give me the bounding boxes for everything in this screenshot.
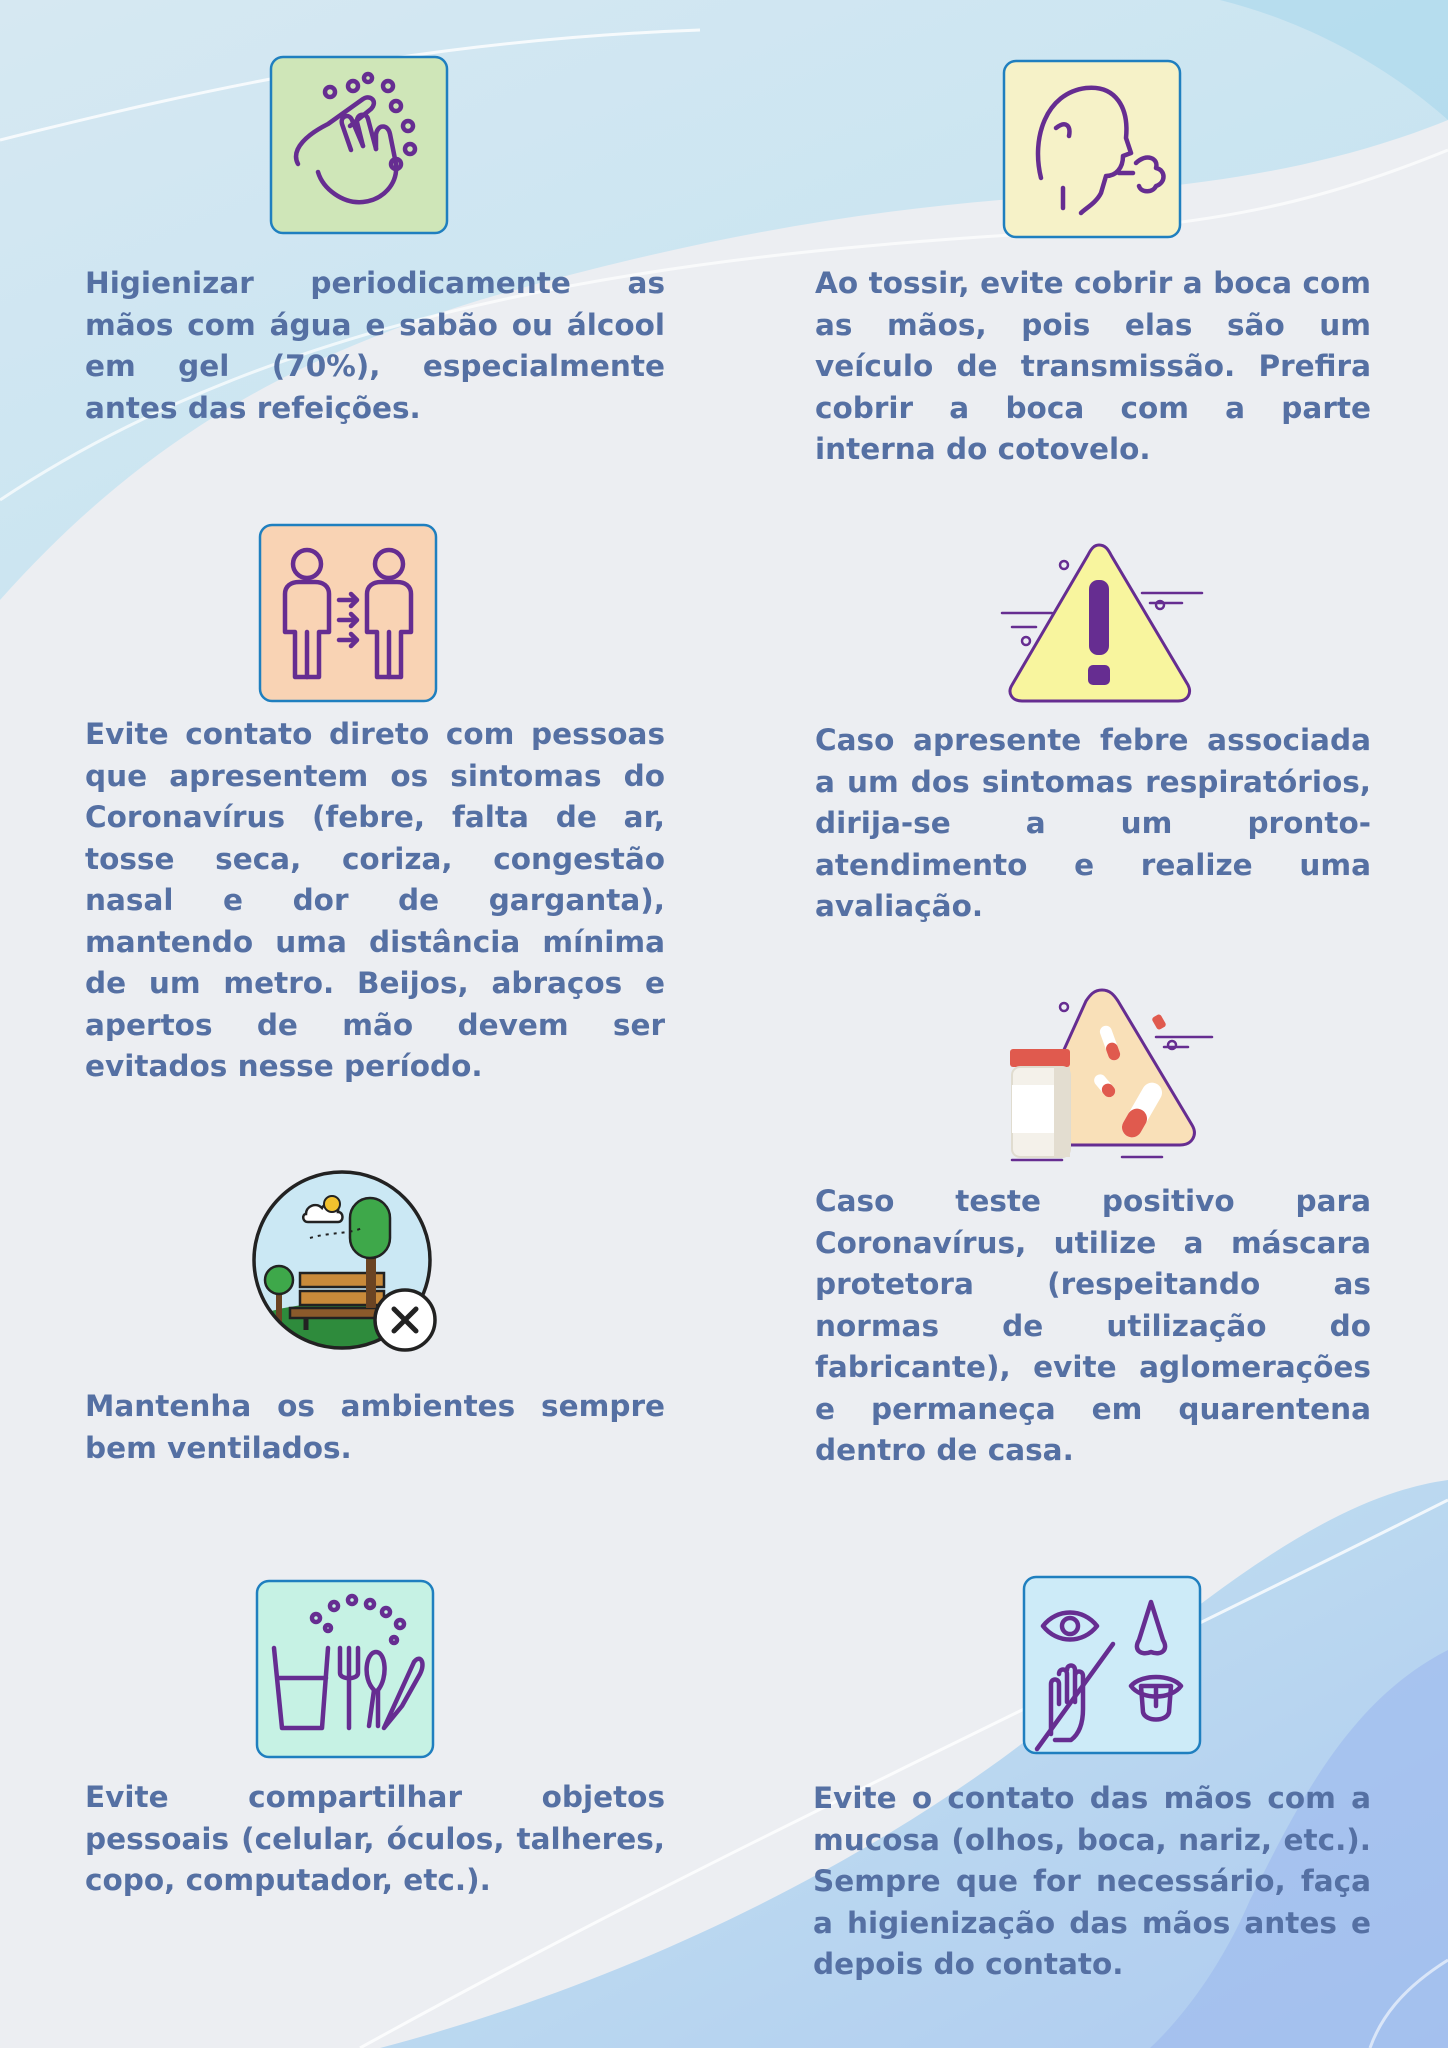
medicine-icon: [992, 985, 1214, 1165]
tip-text: Ao tossir, evite cobrir a boca com as mãos, pois elas são um veículo de transmissão. Prefira cobrir a boca com a parte interna do cotovelo.: [815, 266, 1371, 466]
tip-text: Evite contato direto com pessoas que apresentem os sintomas do Coronavírus (febre, falta de ar, tosse seca, coriza, congestão nasal e dor de garganta), mantendo uma distância mínima de um metro. Beijos, abraços e apertos de mão devem ser evitados nesse período.: [85, 717, 665, 1083]
tip-text: Evite o contato das mãos com a mucosa (olhos, boca, nariz, etc.). Sempre que for necessário, faça a higienização das mãos antes e depois do contato.: [813, 1781, 1371, 1981]
tip-text: Higienizar periodicamente as mãos com água e sabão ou álcool em gel (70%), especialmente antes das refeições.: [85, 266, 665, 425]
coughing-person-icon: [1001, 58, 1183, 240]
tip-text: Mantenha os ambientes sempre bem ventilados.: [85, 1389, 665, 1465]
tip-text: Caso teste positivo para Coronavírus, utilize a máscara protetora (respeitando as normas de utilização do fabricante), evite aglomerações e permaneça em quarentena dentro de casa.: [815, 1184, 1371, 1467]
tip-text: Evite compartilhar objetos pessoais (celular, óculos, talheres, copo, computador, etc.).: [85, 1780, 665, 1897]
ventilated-park-icon: [250, 1168, 442, 1360]
tip-text: Caso apresente febre associada a um dos sintomas respiratórios, dirija-se a um pronto-atendimento e realize uma avaliação.: [815, 723, 1371, 923]
no-face-touch-icon: [1021, 1574, 1203, 1756]
handwashing-icon: [268, 54, 450, 236]
social-distance-icon: [257, 522, 439, 704]
warning-icon: [992, 535, 1207, 715]
no-sharing-utensils-icon: [254, 1578, 436, 1760]
